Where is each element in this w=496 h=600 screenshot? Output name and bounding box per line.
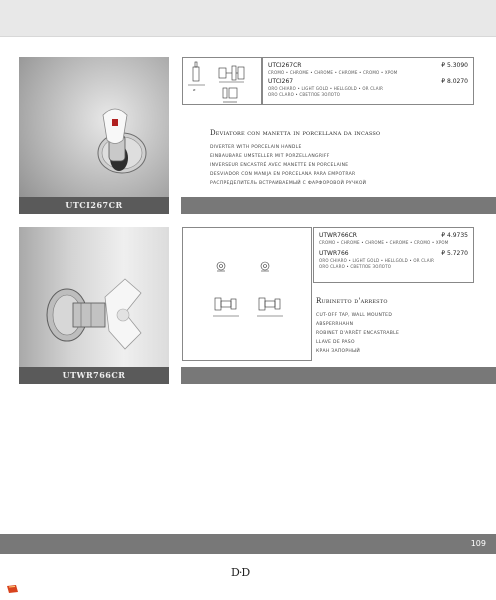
- product-description-1: [210, 129, 474, 188]
- cutoff-tap-image: [19, 227, 169, 367]
- product-price: ₽ 8.0270: [441, 78, 468, 85]
- description-line: ROBINET D'ARRÊT ENCASTRABLE: [316, 331, 400, 336]
- product-code: UTWR766CR: [319, 232, 357, 239]
- price-row: [319, 231, 468, 240]
- product-code: UTWR766: [319, 250, 349, 257]
- description-line: CUT-OFF TAP, WALL MOUNTED: [316, 313, 393, 318]
- page-number: 109: [470, 539, 486, 548]
- finish-description: CROMO • CHROME • CHROME • CHROME • CROMO • ХРОМ: [268, 70, 398, 75]
- bookmark-icon[interactable]: [6, 584, 19, 594]
- section-divider-bar: [181, 197, 496, 214]
- product-description-2: [316, 297, 476, 356]
- description-line: INVERSEUR ENCASTRÉ AVEC MANETTE EN PORCELAINE: [210, 163, 349, 168]
- technical-drawing-1: [182, 57, 262, 105]
- product-section-2: [0, 227, 496, 384]
- description-line: DIVERTER WITH PORCELAIN HANDLE: [210, 145, 302, 150]
- finish-description: CROMO • CHROME • CHROME • CHROME • CROMO • ХРОМ: [319, 240, 449, 245]
- product-photo-2: [19, 227, 169, 384]
- description-line: КРАН ЗАПОРНЫЙ: [316, 349, 361, 354]
- footer-bar: [0, 534, 496, 554]
- description-line: DESVIADOR CON MANIJA EN PORCELANA PARA EMPOTRAR: [210, 172, 356, 177]
- description-line: ABSPERRHAHN: [316, 322, 354, 327]
- price-row: [319, 249, 468, 258]
- product-code: UTCI267CR: [268, 62, 302, 69]
- finish-description: ORO CLARO • СВЕТЛОЕ ЗОЛОТО: [268, 92, 341, 97]
- price-row: [268, 61, 468, 70]
- product-photo-1: [19, 57, 169, 214]
- price-box-1: [262, 57, 474, 105]
- finish-description: ORO CHIARO • LIGHT GOLD • HELLGOLD • OR CLAIR: [319, 258, 435, 263]
- product-code-caption-1: UTCI267CR: [19, 197, 169, 214]
- product-code-caption-2: UTWR766CR: [19, 367, 169, 384]
- description-line: LLAVE DE PASO: [316, 340, 355, 345]
- top-header-bar: [0, 0, 496, 37]
- technical-drawing-2: [182, 227, 312, 361]
- product-title: Deviatore con manetta in porcellana da incasso: [210, 129, 381, 137]
- diverter-image: [19, 57, 169, 197]
- product-price: ₽ 5.7270: [441, 250, 468, 257]
- product-section-1: [0, 57, 496, 214]
- product-title: Rubinetto d'arresto: [316, 297, 388, 305]
- price-box-2: [313, 227, 474, 283]
- product-price: ₽ 5.3090: [441, 62, 468, 69]
- finish-description: ORO CLARO • СВЕТЛОЕ ЗОЛОТО: [319, 264, 392, 269]
- description-line: РАСПРЕДЕЛИТЕЛЬ ВСТРАИВАЕМЫЙ С ФАРФОРОВОЙ РУЧКОЙ: [210, 181, 367, 186]
- svg-text:Ø: Ø: [193, 88, 196, 92]
- description-line: EINBAUBARE UMSTELLER MIT PORZELLANGRIFF: [210, 154, 330, 159]
- product-price: ₽ 4.9735: [441, 232, 468, 239]
- price-row: [268, 77, 468, 86]
- finish-description: ORO CHIARO • LIGHT GOLD • HELLGOLD • OR CLAIR: [268, 86, 384, 91]
- section-divider-bar: [181, 367, 496, 384]
- brand-logo: D·D: [231, 566, 250, 579]
- product-code: UTCI267: [268, 78, 294, 85]
